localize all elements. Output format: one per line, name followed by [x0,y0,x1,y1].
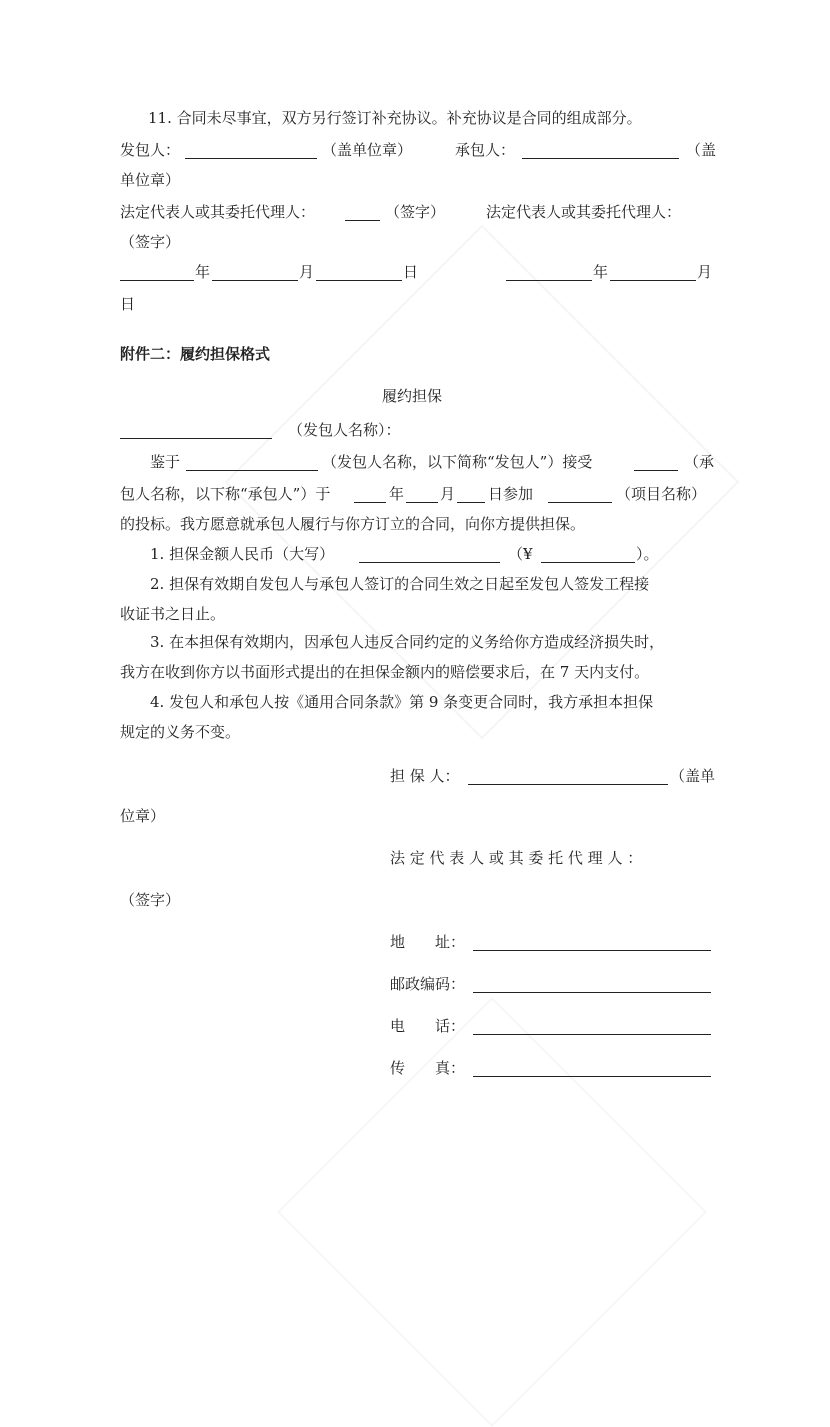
para-line2: 包人名称，以下称“承包人”）于 [120,485,331,503]
guarantor-label: 担 保 人： [390,767,460,785]
phone-field[interactable] [473,1020,711,1035]
para-line3: 的投标。我方愿意就承包人履行与你方订立的合同，向你方提供担保。 [120,515,586,533]
employer-rep-label: 法定代表人或其委托代理人： [120,203,316,221]
item-1-yen: （¥ [508,545,533,563]
date-day-blank[interactable] [316,266,402,281]
para-whereas-b: （发包人名称，以下简称“发包人”）接受 [322,453,593,471]
item-3: 3. 在本担保有效期内，因承包人违反合同约定的义务给你方造成经济损失时， [150,633,665,651]
bid-day-blank[interactable] [457,488,485,503]
employer-name-blank-2[interactable] [186,456,318,471]
employer-label: 发包人： [120,141,181,159]
bid-month-blank[interactable] [406,488,438,503]
contractor-seal-note-cont: 单位章） [120,171,181,189]
date-month: 月 [299,263,315,281]
guarantor-rep-label: 法 定 代 表 人 或 其 委 托 代 理 人 ： [390,849,643,867]
employer-name-blank[interactable] [120,424,272,439]
guarantor-blank[interactable] [468,770,668,785]
bid-month: 月 [440,485,456,503]
amount-figures-blank[interactable] [541,548,635,563]
amount-words-blank[interactable] [359,548,500,563]
postcode-label: 邮政编码： [390,975,466,993]
date-month-blank[interactable] [212,266,298,281]
date-year-blank[interactable] [120,266,194,281]
address-field[interactable] [473,936,711,951]
contractor-name-blank[interactable] [634,456,678,471]
date-month-blank[interactable] [610,266,696,281]
date-month: 月 [697,263,713,281]
guarantor-seal-note: （盖单 [670,767,716,785]
date-year: 年 [195,263,211,281]
employer-name-label: （发包人名称）： [288,421,401,439]
fax-field[interactable] [473,1062,711,1077]
item-1: 1. 担保金额人民币（大写） [150,545,335,563]
document-title: 履约担保 [382,387,443,405]
employer-blank[interactable] [185,144,317,159]
contractor-seal-note: （盖 [686,141,717,159]
date-year-blank[interactable] [506,266,592,281]
bid-day-join: 日参加 [488,485,534,503]
guarantor-sign-note: （签字） [120,891,181,909]
guarantor-seal-note-cont: 位章） [120,807,166,825]
date-day: 日 [403,263,419,281]
appendix-title: 附件二：履约担保格式 [120,345,271,363]
phone-label: 电 话： [390,1017,466,1035]
para-whereas: 鉴于 [150,453,181,471]
employer-rep-blank[interactable] [345,206,380,221]
date-day: 日 [120,295,136,313]
item-2-cont: 收证书之日止。 [120,605,226,623]
address-label: 地 址： [390,933,466,951]
item-1-end: ）。 [636,545,659,563]
date-year: 年 [593,263,609,281]
bid-year: 年 [389,485,405,503]
contractor-blank[interactable] [522,144,679,159]
item-4-cont: 规定的义务不变。 [120,723,241,741]
item-3-cont: 我方在收到你方以书面形式提出的在担保金额内的赔偿要求后，在 7 天内支付。 [120,663,650,681]
project-name-blank[interactable] [548,488,612,503]
project-name-label: （项目名称） [616,485,707,503]
postcode-field[interactable] [473,978,711,993]
item-4: 4. 发包人和承包人按《通用合同条款》第 9 条变更合同时，我方承担本担保 [150,693,654,711]
contractor-rep-label: 法定代表人或其委托代理人： [486,203,682,221]
contractor-sign-note: （签字） [120,233,181,251]
para-whereas-c: （承 [684,453,715,471]
employer-seal-note: （盖单位章） [322,141,413,159]
fax-label: 传 真： [390,1059,466,1077]
clause-11: 11. 合同未尽事宜，双方另行签订补充协议。补充协议是合同的组成部分。 [148,109,642,127]
contractor-label: 承包人： [455,141,516,159]
item-2: 2. 担保有效期自发包人与承包人签订的合同生效之日起至发包人签发工程接 [150,575,650,593]
bid-year-blank[interactable] [354,488,386,503]
employer-sign-note: （签字） [385,203,446,221]
